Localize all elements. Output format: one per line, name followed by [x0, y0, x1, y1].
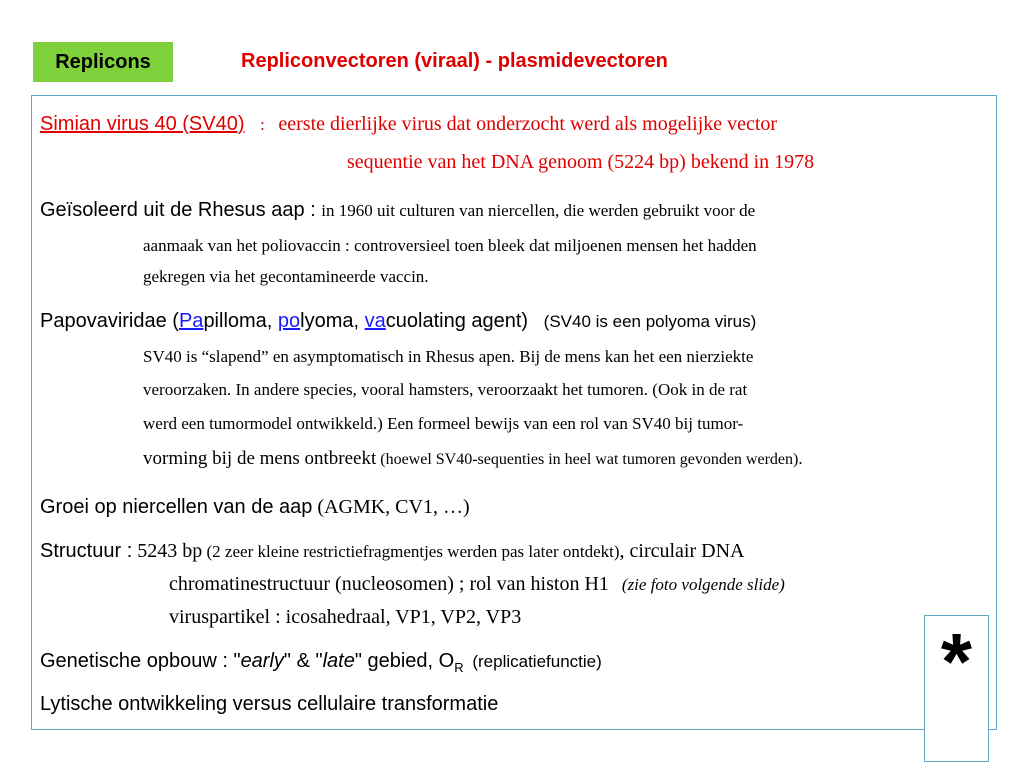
genetisch-rest: " gebied, O: [354, 650, 455, 672]
genetisch-note: (replicatiefunctie): [467, 652, 602, 671]
genetisch-line: [40, 650, 602, 675]
papova-lyoma: lyoma,: [300, 310, 365, 332]
structuur-chromatine: chromatinestructuur (nucleosomen) ; rol van histon H1: [169, 573, 609, 595]
sv40-label: Simian virus 40 (SV40): [40, 113, 245, 135]
structuur-tail: , circulair DNA: [619, 540, 745, 562]
rhesus-line: [40, 199, 755, 222]
structuur-line: [40, 540, 744, 563]
papova-po: po: [277, 310, 301, 332]
papova-pilloma: pilloma,: [203, 310, 278, 332]
papova-desc-4b: (hoewel SV40-sequenties in heel wat tumoren gevonden werden): [376, 451, 799, 468]
papova-line: [40, 310, 756, 333]
sv40-desc-1: eerste dierlijke virus dat onderzocht werd als mogelijke vector: [278, 113, 778, 135]
structuur-line-3: viruspartikel : icosahedraal, VP1, VP2, VP3: [169, 606, 522, 628]
groei-lead: Groei op niercellen van de aap: [40, 496, 313, 518]
replicons-badge: Replicons: [33, 42, 173, 82]
papova-desc-4a: vorming bij de mens ontbreekt: [143, 448, 377, 469]
groei-detail: (AGMK, CV1, …): [312, 496, 470, 518]
slide-title: Repliconvectoren (viraal) - plasmidevectoren: [241, 50, 668, 72]
rhesus-desc-3: gekregen via het gecontamineerde vaccin.: [143, 267, 429, 286]
rhesus-colon: :: [304, 199, 322, 221]
papova-va: va: [364, 310, 386, 332]
structuur-note: (zie foto volgende slide): [621, 575, 785, 594]
papova-desc-3: werd een tumormodel ontwikkeld.) Een formeel bewijs van een rol van SV40 bij tumor-: [143, 414, 744, 433]
groei-line: [40, 496, 470, 519]
genetisch-early: early: [240, 650, 284, 672]
rhesus-desc-1: in 1960 uit culturen van niercellen, die werden gebruikt voor de: [321, 201, 756, 220]
papova-desc-4: [143, 448, 803, 470]
sv40-colon: :: [260, 115, 265, 134]
papova-lead: Papovaviridae (: [40, 310, 179, 332]
content-frame: [31, 95, 997, 730]
structuur-lead: Structuur :: [40, 540, 133, 562]
genetisch-sub: R: [454, 660, 464, 675]
papova-cuolating: cuolating agent): [385, 310, 529, 332]
structuur-size: 5243 bp: [132, 540, 203, 562]
star-box: [924, 615, 989, 762]
sv40-desc-2: sequentie van het DNA genoom (5224 bp) bekend in 1978: [347, 151, 815, 173]
papova-desc-4c: .: [798, 449, 803, 468]
papova-desc-2: veroorzaken. In andere species, vooral hamsters, veroorzaakt het tumoren. (Ook in de rat: [143, 380, 748, 399]
sv40-line: [40, 113, 777, 136]
rhesus-lead: Geïsoleerd uit de Rhesus aap: [40, 199, 305, 221]
structuur-small: (2 zeer kleine restrictiefragmentjes werden pas later ontdekt): [202, 542, 620, 561]
papova-pa: Pa: [178, 310, 204, 332]
lytisch-line: Lytische ontwikkeling versus cellulaire transformatie: [40, 693, 499, 715]
genetisch-mid: " & ": [283, 650, 323, 672]
genetisch-lead: Genetische opbouw : ": [40, 650, 241, 672]
papova-desc-1: SV40 is “slapend” en asymptomatisch in Rhesus apen. Bij de mens kan het een nierziekte: [143, 347, 754, 366]
star-symbol: *: [940, 617, 973, 706]
genetisch-late: late: [322, 650, 355, 672]
structuur-line-2: [169, 573, 785, 596]
papova-note: (SV40 is een polyoma virus): [543, 312, 757, 331]
rhesus-desc-2: aanmaak van het poliovaccin : controversieel toen bleek dat miljoenen mensen het hadden: [143, 236, 757, 255]
